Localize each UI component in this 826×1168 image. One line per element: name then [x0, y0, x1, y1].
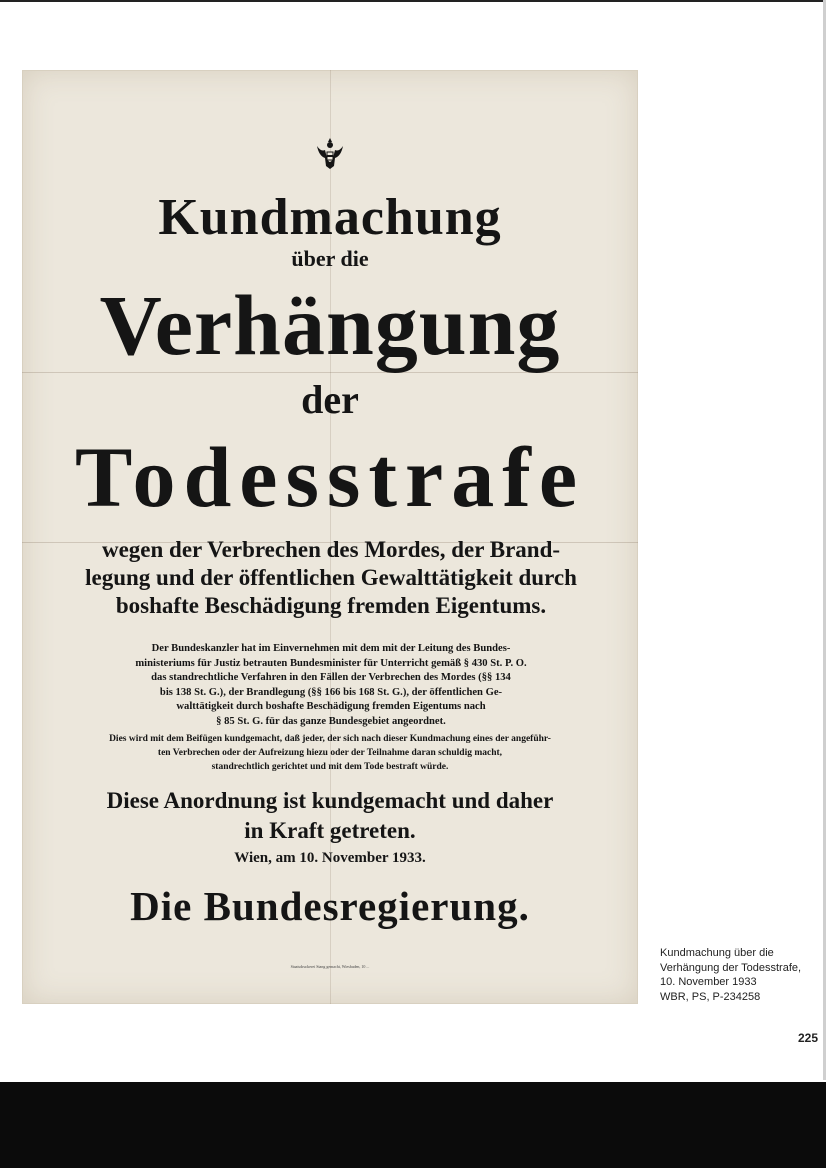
poster-announcement — [22, 786, 638, 846]
paragraph-line: ministeriums für Justiz betrauten Bundesminister für Unterricht gemäß § 430 St. P. O. — [135, 657, 527, 669]
poster-subtitle-verhaengung: Verhängung — [99, 277, 561, 373]
poster-image — [22, 70, 638, 1004]
poster-paragraph-warning — [64, 732, 596, 774]
caption-line: WBR, PS, P-234258 — [660, 990, 761, 1003]
announcement-line: Diese Anordnung ist kundgemacht und daher — [106, 788, 554, 813]
paragraph-line: bis 138 St. G.), der Brandlegung (§§ 166 bis 168 St. G.), der öffentlichen Ge- — [159, 686, 503, 698]
paragraph-line: ten Verbrechen oder der Aufreizung hiezu oder der Teilnahme daran schuldig macht, — [157, 748, 503, 758]
paragraph-line: walttätigkeit durch boshafte Beschädigung fremden Eigentums nach — [176, 701, 486, 713]
poster-lead-line: boshafte Beschädigung fremden Eigentums. — [115, 593, 547, 618]
page-number: 225 — [797, 1031, 818, 1045]
paragraph-line: § 85 St. G. für das ganze Bundesgebiet angeordnet. — [216, 715, 446, 727]
poster-signature: Die Bundesregierung. — [130, 883, 530, 929]
poster-lead — [66, 536, 596, 620]
poster-printer-line: Staatsdruckerei Stang gemacht, Wiesbaden, 10 ... — [290, 964, 370, 969]
caption-line: Verhängung der Todesstrafe, — [660, 961, 802, 974]
figure-caption — [660, 946, 820, 1004]
caption-line: 10. November 1933 — [660, 976, 757, 989]
announcement-line: in Kraft getreten. — [244, 818, 416, 843]
paragraph-line: Der Bundeskanzler hat im Einvernehmen mit dem mit der Leitung des Bundes- — [151, 643, 511, 654]
paragraph-line: das standrechtliche Verfahren in den Fällen der Verbrechen des Mordes (§§ 134 — [151, 672, 511, 684]
bottom-band — [0, 1082, 826, 1168]
caption-line: Kundmachung über die — [660, 947, 774, 959]
paragraph-line: standrechtlich gerichtet und mit dem Tode bestraft würde. — [211, 762, 449, 772]
poster-subtitle-todesstrafe: Todesstrafe — [74, 429, 586, 525]
poster-date: Wien, am 10. November 1933. — [234, 850, 426, 866]
poster-title: Kundmachung — [158, 189, 502, 246]
poster-paragraph-decree — [108, 642, 554, 730]
poster-subtitle-der: der — [301, 377, 359, 422]
poster-lead-line: legung und der öffentlichen Gewalttätigkeit durch — [85, 565, 577, 590]
poster-lead-line: wegen der Verbrechen des Mordes, der Brand- — [101, 537, 561, 562]
poster-subtitle-ueber: über die — [291, 246, 369, 271]
coat-of-arms-eagle-icon — [315, 136, 345, 170]
top-rule — [0, 0, 826, 2]
paragraph-line: Dies wird mit dem Beifügen kundgemacht, daß jeder, der sich nach dieser Kundmachung eines der angeführ- — [109, 734, 551, 744]
